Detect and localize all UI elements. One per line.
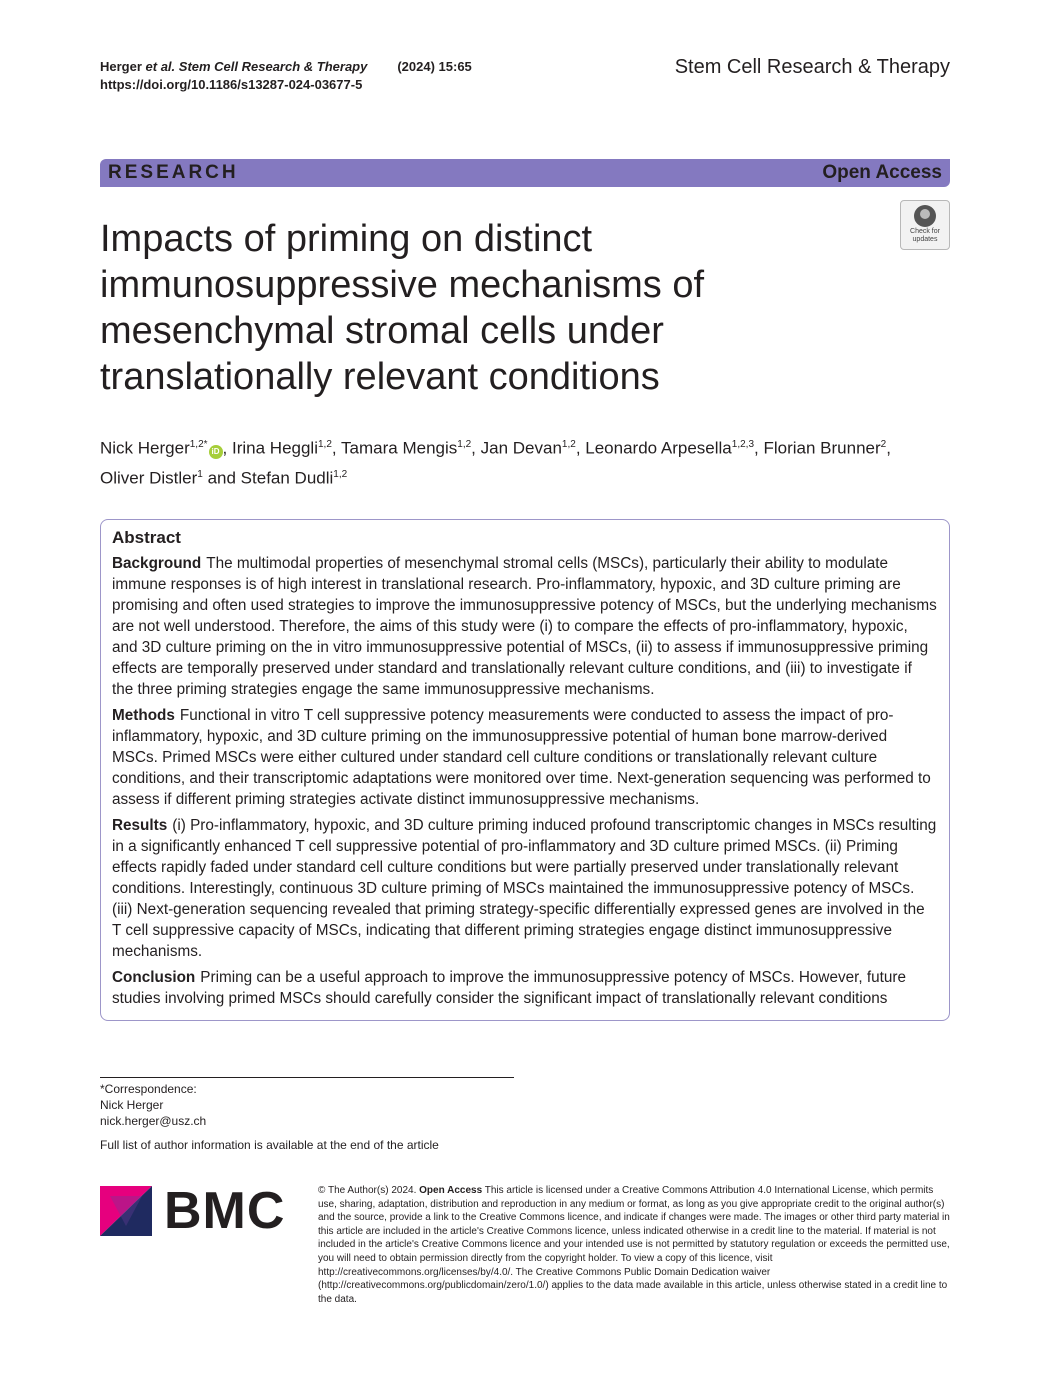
correspondence-block bbox=[100, 1081, 206, 1129]
license-statement bbox=[318, 1184, 954, 1306]
abstract-heading: Abstract bbox=[112, 528, 181, 547]
author-affiliation: 1 bbox=[197, 468, 203, 480]
bmc-logo-mark-icon bbox=[100, 1186, 152, 1236]
author-name[interactable]: Jan Devan bbox=[480, 438, 562, 458]
author-affiliation: 1,2,3 bbox=[731, 439, 755, 450]
check-updates-icon bbox=[914, 205, 936, 227]
doi-link[interactable]: https://doi.org/10.1186/s13287-024-03677-5 bbox=[100, 77, 363, 92]
journal-name: Stem Cell Research & Therapy bbox=[674, 56, 950, 78]
abstract-section-text: The multimodal properties of mesenchymal stromal cells (MSCs), particularly their ability to modulate immune responses is of high interest in translational research. Pro-inflammatory, hypoxic, and 3D culture priming are promising and often used strategies to improve the immunosuppressive potency of MSCs, but the underlying mechanisms are not well understood. Therefore, the aims of this study were (i) to compare the effects of pro-inflammatory, hypoxic, and 3D culture priming on the in vitro immunosuppressive potential of MSCs, (ii) to assess if immunosuppressive priming effects are temporally preserved under standard and translationally relevant culture conditions, and (iii) to investigate if the three priming strategies engage the same immunosuppressive mechanisms. bbox=[112, 555, 937, 698]
author-separator: , bbox=[575, 438, 586, 458]
footnote-divider bbox=[100, 1077, 514, 1078]
license-text: This article is licensed under a Creative Commons Attribution 4.0 International License, which permits use, sharing, adaptation, distribution and reproduction in any medium or format, as long as you give appropriate credit to the original author(s) and the source, provide a link to the Creative Commons licence, and indicate if changes were made. The images or other third party material in this article are included in the article's Creative Commons licence, unless indicated otherwise in a credit line to the material. If material is not included in the article's Creative Commons licence and your intended use is not permitted by statutory regulation or exceeds the permitted use, you will need to obtain permission directly from the copyright holder. To view a copy of this licence, visit http://creativecommons.org/licenses/by/4.0/. The Creative Commons Public Domain Dedication waiver (http://creativecommons.org/publicdomain/zero/1.0/) applies to the data made available in this article, unless otherwise stated in a credit line to the data. bbox=[318, 1185, 950, 1305]
abstract-results bbox=[112, 815, 937, 962]
author-name[interactable]: Nick Herger bbox=[100, 438, 190, 458]
correspondence-name: Nick Herger bbox=[100, 1098, 164, 1112]
article-title: Impacts of priming on distinct immunosuppressive mechanisms of mesenchymal stromal cells under translationally relevant conditions bbox=[100, 218, 705, 398]
copyright-notice: © The Author(s) 2024. bbox=[318, 1185, 417, 1196]
abstract-section-text: Functional in vitro T cell suppressive potency measurements were conducted to assess the impact of pro-inflammatory, hypoxic, and 3D culture priming on the immunosuppressive potential of human bone marrow-derived MSCs. Primed MSCs were either cultured under standard cell culture conditions or translationally relevant culture conditions, and their transcriptomic adaptations were monitored over time. Next-generation sequencing was performed to assess if different priming strategies activate distinct immunosuppressive mechanisms. bbox=[112, 707, 931, 808]
author-affiliation: 1,2 bbox=[561, 439, 576, 450]
author-name[interactable]: Oliver Distler bbox=[100, 468, 198, 488]
check-updates-line1: Check for bbox=[910, 228, 940, 235]
citation-journal: et al. Stem Cell Research & Therapy bbox=[145, 59, 368, 74]
author-separator: , bbox=[886, 438, 891, 458]
author-separator: and bbox=[202, 468, 241, 488]
abstract-section-label: Methods bbox=[112, 707, 175, 724]
check-updates-line2: updates bbox=[912, 236, 938, 243]
abstract-section-text: Priming can be a useful approach to improve the immunosuppressive potency of MSCs. However, future studies involving primed MSCs should carefully consider the significant impact of translationally relevant conditions bbox=[112, 969, 907, 1007]
author-affiliation: 1,2 bbox=[457, 439, 472, 450]
abstract-section-label: Results bbox=[112, 817, 168, 834]
abstract-conclusion bbox=[112, 967, 937, 1009]
running-header bbox=[100, 58, 472, 94]
section-banner bbox=[100, 159, 950, 187]
section-label: RESEARCH bbox=[108, 162, 239, 183]
author-separator: , bbox=[471, 438, 481, 458]
author-name[interactable]: Tamara Mengis bbox=[341, 438, 458, 458]
abstract-box bbox=[100, 519, 950, 1021]
author-info-note: Full list of author information is available at the end of the article bbox=[100, 1138, 439, 1152]
abstract-section-label: Background bbox=[112, 555, 202, 572]
author-name[interactable]: Irina Heggli bbox=[232, 438, 318, 458]
abstract-methods bbox=[112, 705, 937, 810]
check-for-updates-badge[interactable] bbox=[900, 200, 950, 250]
open-access-label: Open Access bbox=[822, 162, 942, 183]
author-list bbox=[100, 432, 920, 491]
bmc-logo[interactable] bbox=[100, 1182, 300, 1240]
author-name[interactable]: Stefan Dudli bbox=[240, 468, 334, 488]
citation-author: Herger bbox=[100, 59, 146, 74]
orcid-icon[interactable]: iD bbox=[209, 445, 223, 459]
correspondence-label: *Correspondence: bbox=[100, 1082, 197, 1096]
abstract-section-text: (i) Pro-inflammatory, hypoxic, and 3D culture priming induced profound transcriptomic changes in MSCs resulting in a significantly enhanced T cell suppressive potential of pro-inflammatory and 3D culture primed MSCs. (ii) Priming effects rapidly faded under standard cell culture conditions but were partially preserved under translationally relevant conditions. Interestingly, continuous 3D culture priming of MSCs maintained the immunosuppressive potency of MSCs. (iii) Next-generation sequencing revealed that priming strategy-specific differentially expressed genes are involved in the T cell suppressive capacity of MSCs, indicating that different priming strategies engage distinct immunosuppressive mechanisms. bbox=[112, 817, 937, 960]
author-separator: , bbox=[754, 438, 764, 458]
author-affiliation: 1,2* bbox=[189, 439, 208, 450]
author-name[interactable]: Florian Brunner bbox=[763, 438, 881, 458]
author-separator: , bbox=[331, 438, 342, 458]
author-affiliation: 2 bbox=[880, 439, 887, 450]
author-separator: , bbox=[222, 438, 232, 458]
author-affiliation: 1,2 bbox=[318, 439, 332, 450]
author-name[interactable]: Leonardo Arpesella bbox=[585, 438, 732, 458]
abstract-background bbox=[112, 553, 937, 700]
author-affiliation: 1,2 bbox=[333, 468, 348, 480]
correspondence-email[interactable]: nick.herger@usz.ch bbox=[100, 1114, 207, 1128]
citation-year-volume: (2024) 15:65 bbox=[397, 59, 472, 74]
abstract-section-label: Conclusion bbox=[112, 969, 196, 986]
license-open-access: Open Access bbox=[419, 1185, 483, 1196]
bmc-logo-text: BMC bbox=[164, 1182, 286, 1240]
citation-line bbox=[100, 58, 472, 76]
